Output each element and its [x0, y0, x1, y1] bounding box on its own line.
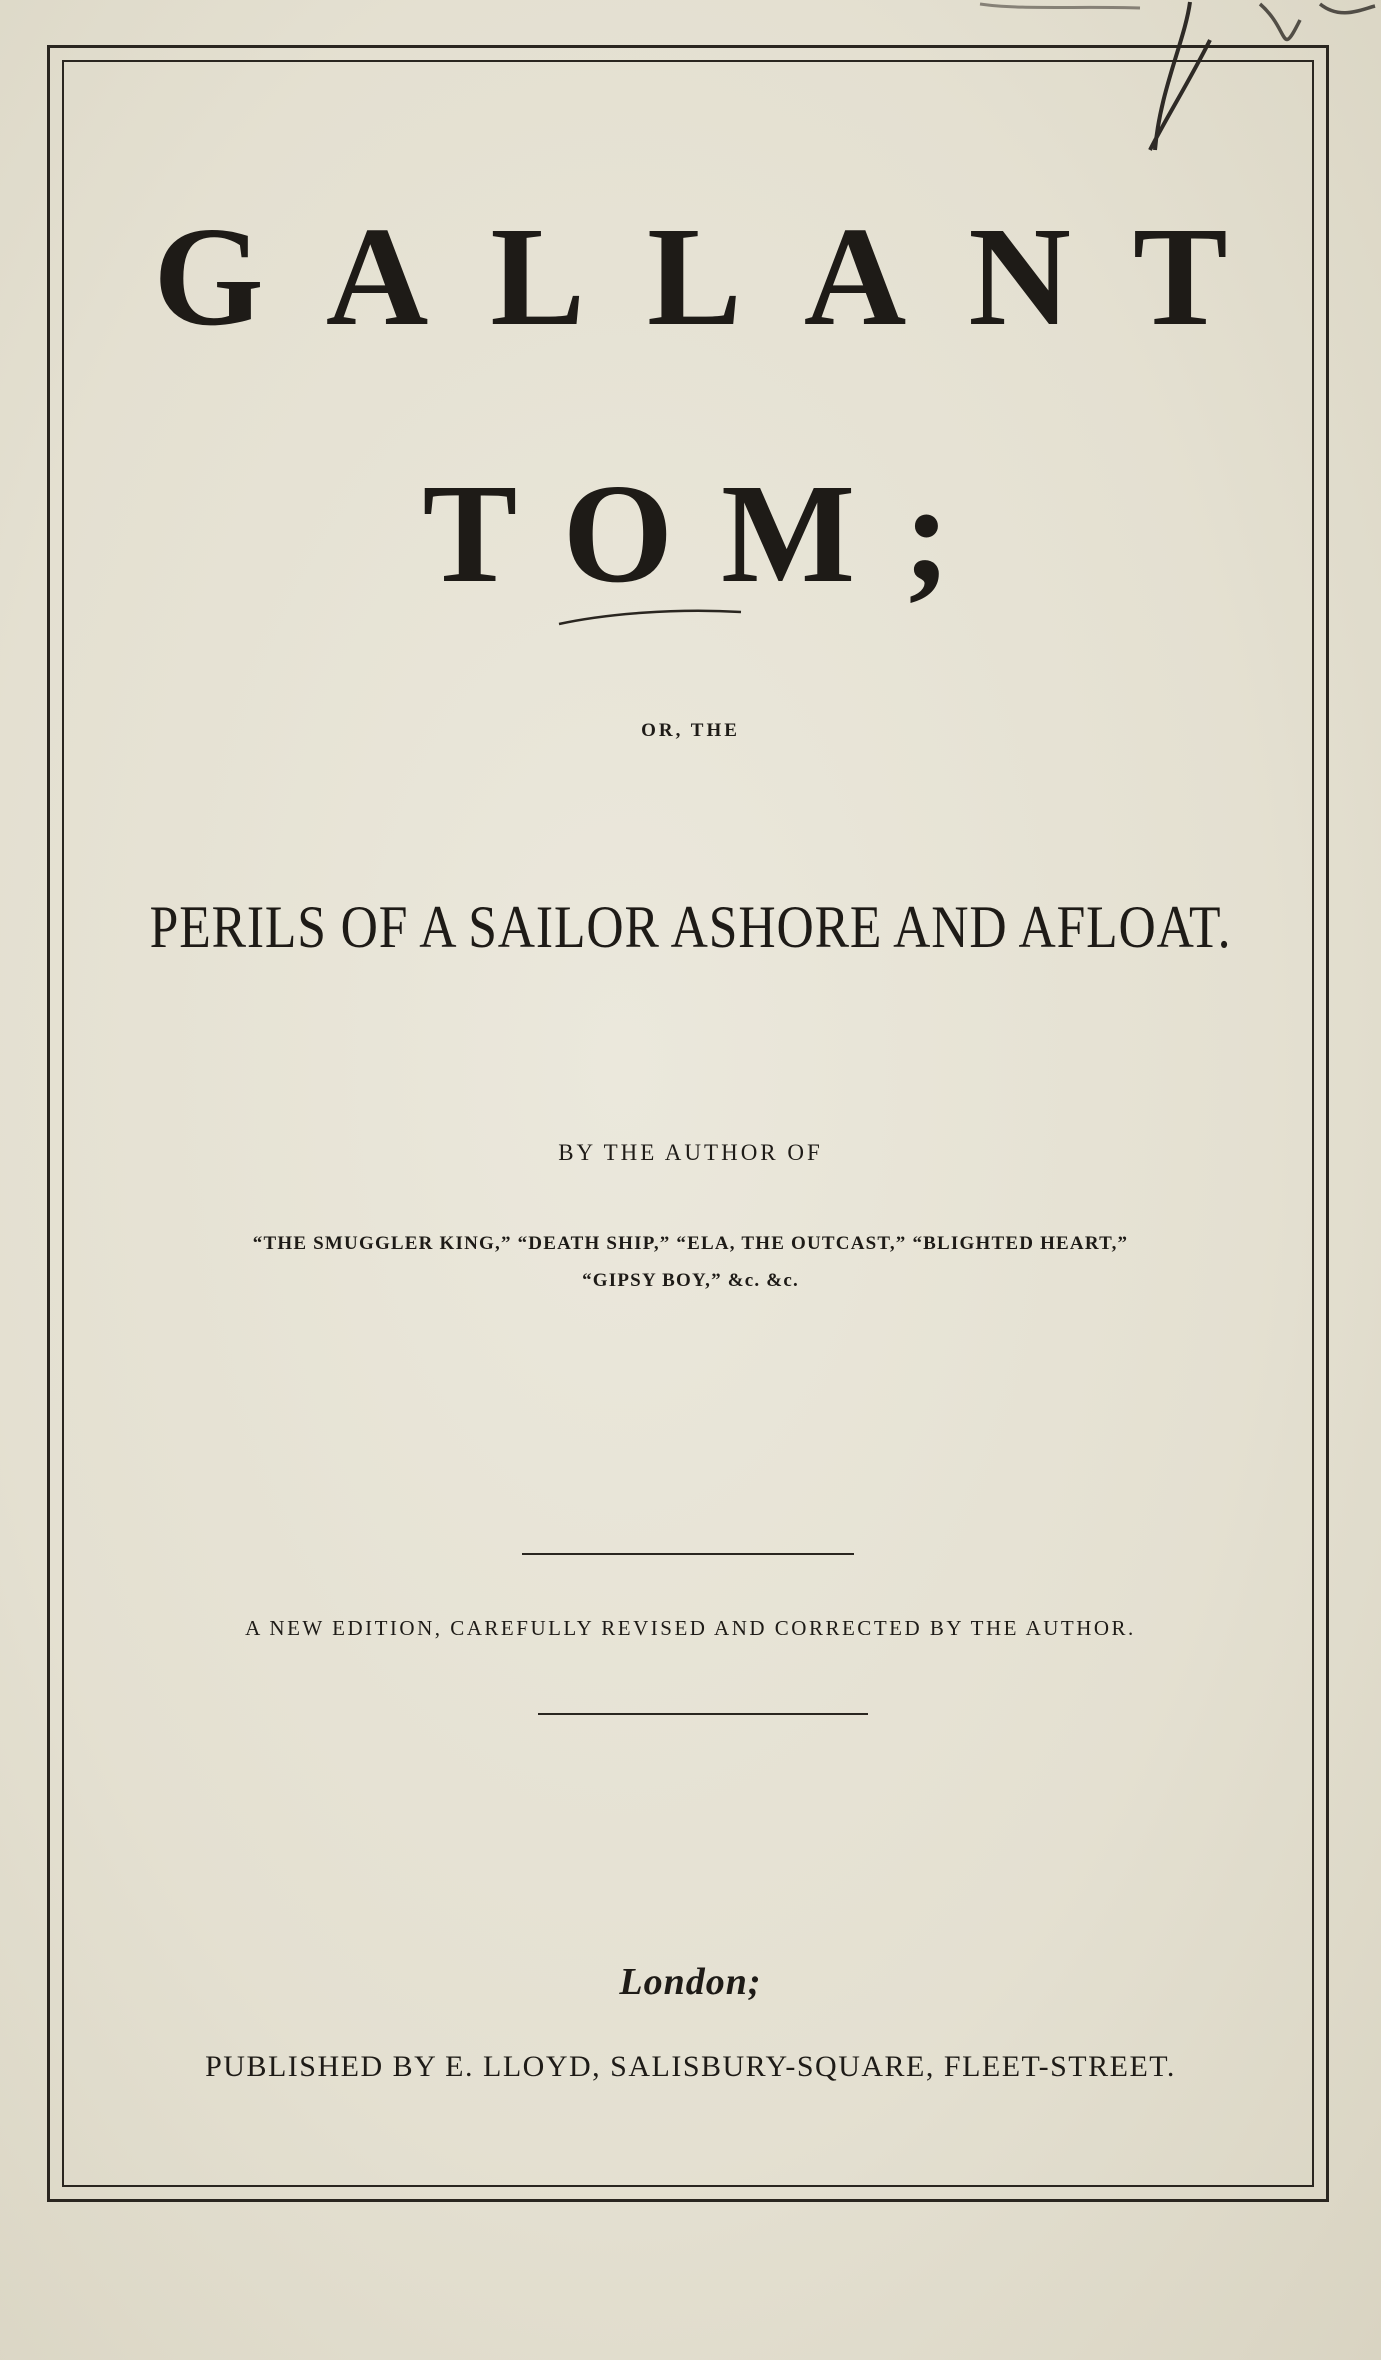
other-works-line-2: “GIPSY BOY,” &c. &c.	[582, 1270, 799, 1291]
edition-note: A NEW EDITION, CAREFULLY REVISED AND CORRECTED BY THE AUTHOR.	[245, 1616, 1136, 1640]
by-author: BY THE AUTHOR OF	[558, 1140, 823, 1165]
title-line-1: GALLANT	[153, 197, 1290, 355]
subtitle: PERILS OF A SAILOR ASHORE AND AFLOAT.	[149, 894, 1232, 960]
publisher-line: PUBLISHED BY E. LLOYD, SALISBURY-SQUARE, FLEET-STREET.	[205, 2050, 1176, 2083]
inner-border	[62, 60, 1314, 2187]
place-of-publication: London;	[619, 1961, 762, 2003]
rule-bottom	[538, 1713, 868, 1715]
title-line-2: TOM;	[422, 454, 999, 612]
ornamental-swash	[555, 600, 745, 630]
or-the: OR, THE	[641, 720, 740, 741]
other-works-line-1: “THE SMUGGLER KING,” “DEATH SHIP,” “ELA, THE OUTCAST,” “BLIGHTED HEART,”	[252, 1233, 1129, 1254]
rule-top	[522, 1553, 854, 1555]
